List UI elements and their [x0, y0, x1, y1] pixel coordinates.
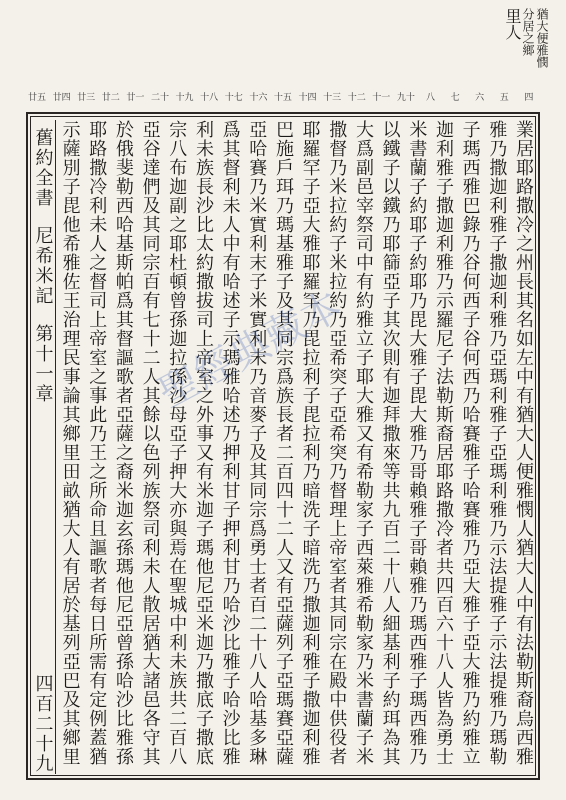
text-column: 亞哈賽乃米實利末子米實利末乃音麥子及其同宗爲勇士者百二十八人哈基多琳 — [246, 120, 268, 766]
verse-number: 十三 — [323, 93, 342, 103]
text-column: 利未族長沙比太約撒拔司上帝室之外事又有米迦子瑪他尼亞米迦乃撒底子撒底 — [192, 120, 214, 766]
verse-number: 八 — [425, 93, 435, 103]
verse-number: 十六 — [249, 93, 268, 103]
running-header — [502, 8, 548, 78]
text-column: 宗八布迦副之耶杜頓曾孫迦拉孫沙母亞子押大亦與焉在聖城中利未族共二百八 — [166, 120, 188, 766]
text-column: 大爲副邑宰祭司中有約雅立子耶大雅又有希勒家子西萊雅希勒家乃米書蘭子米 — [352, 120, 374, 766]
text-column: 迦利雅子撒迦利雅乃示羅尼子法勒斯裔居耶路撒冷者共四百六十八人皆為勇士 — [432, 120, 454, 766]
text-column: 撒督乃米拉約子米拉約乃亞希突子亞希突乃督理上帝室者其同宗在殿中供役者 — [326, 120, 348, 766]
verse-number: 十八 — [200, 93, 219, 103]
text-column: 巴施戶珥乃瑪基雅子及其同宗爲族長者二百四十二人又有亞薩列子亞瑪賽亞薩 — [272, 120, 294, 766]
text-column: 以鐵子以鐵乃耶篩亞子其次則有迦拜撒來等共九百二十八人細基利子約珥為其 — [379, 120, 401, 766]
verse-number: 九十 — [396, 93, 415, 103]
text-column: 子瑪西雅巴錄乃谷何西子谷何西乃哈賽雅子哈賽雅乃亞大雅子亞大雅乃約雅立 — [459, 120, 481, 766]
verse-number: 十二 — [347, 93, 366, 103]
book-title: 舊約全書 — [32, 128, 54, 208]
text-column: 示薩別子毘他希雅佐王治理民事論其鄉里田畝猶大人有居於基列亞巴及其鄉里 — [59, 120, 81, 766]
verse-number: 十一 — [372, 93, 391, 103]
verse-number: 廿三 — [77, 93, 96, 103]
verse-number-band — [26, 90, 540, 110]
header-note-col2: 分居之鄉 — [521, 8, 535, 56]
verse-number: 十四 — [298, 93, 317, 103]
verse-number: 六 — [475, 93, 485, 103]
watermark: 聖經典藏本 — [151, 282, 350, 418]
verse-number: 十七 — [224, 93, 243, 103]
text-column: 爲其督利未人中有哈述子示瑪雅哈述乃押利甘子押利甘乃哈沙比雅子哈沙比雅 — [219, 120, 241, 766]
text-column: 雅乃撒迦利雅子撒迦利雅乃亞瑪利雅子亞瑪利雅乃示法提雅子示法提雅乃瑪勒 — [486, 120, 508, 766]
verse-number: 四 — [524, 93, 534, 103]
page-number: 四百二十九 — [32, 674, 54, 774]
verse-number: 二十 — [150, 93, 169, 103]
text-column: 米書蘭子約耶子約耶乃毘大雅子毘大雅乃哥賴雅子哥賴雅乃瑪西雅子瑪西雅乃 — [406, 120, 428, 766]
margin-column — [30, 120, 56, 774]
chapter-label: 第十一章 — [32, 324, 54, 404]
verse-number: 十九 — [175, 93, 194, 103]
header-title: 里人 — [503, 8, 522, 40]
header-note-col1: 猶大便雅憫 — [535, 8, 549, 68]
verse-number: 十五 — [273, 93, 292, 103]
text-column: 亞谷達們及其同宗百有七十二人其餘以色列族祭司利未人散居猶大諸邑各守其 — [139, 120, 161, 766]
verse-number: 廿四 — [52, 93, 71, 103]
verse-number: 七 — [450, 93, 460, 103]
text-column: 業居耶路撒冷之州長其名如左中有猶大人便雅憫人猶大人中有法勒斯裔烏西雅 — [513, 120, 534, 766]
verse-number: 廿一 — [126, 93, 145, 103]
text-column: 耶路撒冷利未人之督司上帝室之事此乃王之所命且謳歌者每日所需有定例蓋猶 — [86, 120, 108, 766]
text-columns — [56, 120, 536, 774]
text-column: 耶羅罕子亞大雅耶羅罕乃毘拉利子毘拉利乃暗洗子暗洗乃撒迦利雅子撒迦利雅 — [299, 120, 321, 766]
book-name: 尼希米記 — [32, 226, 54, 306]
verse-number: 廿五 — [27, 93, 46, 103]
verse-number: 五 — [499, 93, 509, 103]
text-column: 於俄斐勒西哈基斯帕爲其督謳歌者亞薩之裔米迦玄孫瑪他尼亞曾孫哈沙比雅孫 — [112, 120, 134, 766]
verse-number: 廿二 — [101, 93, 120, 103]
